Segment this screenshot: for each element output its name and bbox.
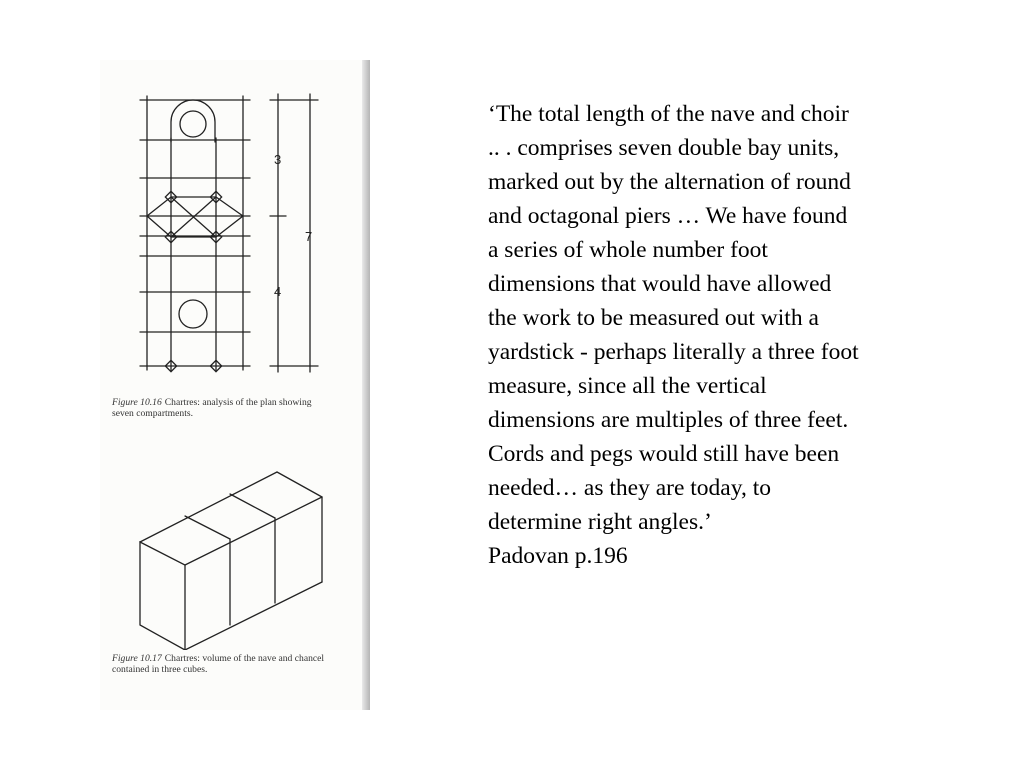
figure-caption	[112, 653, 357, 675]
cube-divider-top	[185, 516, 230, 539]
quote-line: determine right angles.’	[488, 509, 712, 535]
cube-bottom-edge	[185, 582, 322, 650]
quote-line: measure, since all the vertical	[488, 373, 767, 399]
cube-far-top-edge	[277, 472, 322, 497]
quote-line: the work to be measured out with a	[488, 305, 819, 331]
quote-line: yardstick - perhaps literally a three foot	[488, 339, 859, 365]
plan-round-pier	[179, 300, 207, 328]
dimension-label-total: 7	[305, 229, 313, 244]
plan-round-pier	[180, 111, 206, 137]
quote-line: a series of whole number foot	[488, 237, 768, 263]
page-gutter-shadow	[362, 60, 370, 710]
quote-line: Cords and pegs would still have been	[488, 441, 840, 467]
quote-line: .. . comprises seven double bay units,	[488, 135, 840, 161]
quote-line: ‘The total length of the nave and choir	[488, 101, 849, 127]
quotation-block	[488, 97, 988, 573]
plan-apse-arch	[171, 100, 215, 142]
dimension-label-lower: 4	[274, 284, 282, 299]
caption-line: seven compartments.	[112, 408, 193, 419]
quote-line: dimensions are multiples of three feet.	[488, 407, 849, 433]
citation: Padovan p.196	[488, 543, 628, 569]
caption-line: Chartres: analysis of the plan showing	[164, 397, 312, 408]
plan-analysis-drawing	[100, 60, 362, 390]
dimension-label-upper: 3	[274, 152, 282, 167]
caption-line: Chartres: volume of the nave and chancel	[164, 653, 325, 664]
plan-hexagon	[147, 197, 243, 237]
figure-number: Figure 10.17	[112, 653, 162, 664]
cube-front-face	[140, 542, 185, 650]
figure-caption	[112, 397, 357, 419]
quote-line: dimensions that would have allowed	[488, 271, 832, 297]
cube-divider-top	[230, 494, 275, 518]
figure-number: Figure 10.16	[112, 397, 162, 408]
caption-line: contained in three cubes.	[112, 664, 208, 675]
cube-top-back-edge	[140, 472, 277, 542]
scanned-book-page	[100, 60, 362, 710]
three-cubes-drawing	[100, 450, 362, 650]
quote-line: needed… as they are today, to	[488, 475, 771, 501]
quote-line: and octagonal piers … We have found	[488, 203, 848, 229]
quote-line: marked out by the alternation of round	[488, 169, 851, 195]
